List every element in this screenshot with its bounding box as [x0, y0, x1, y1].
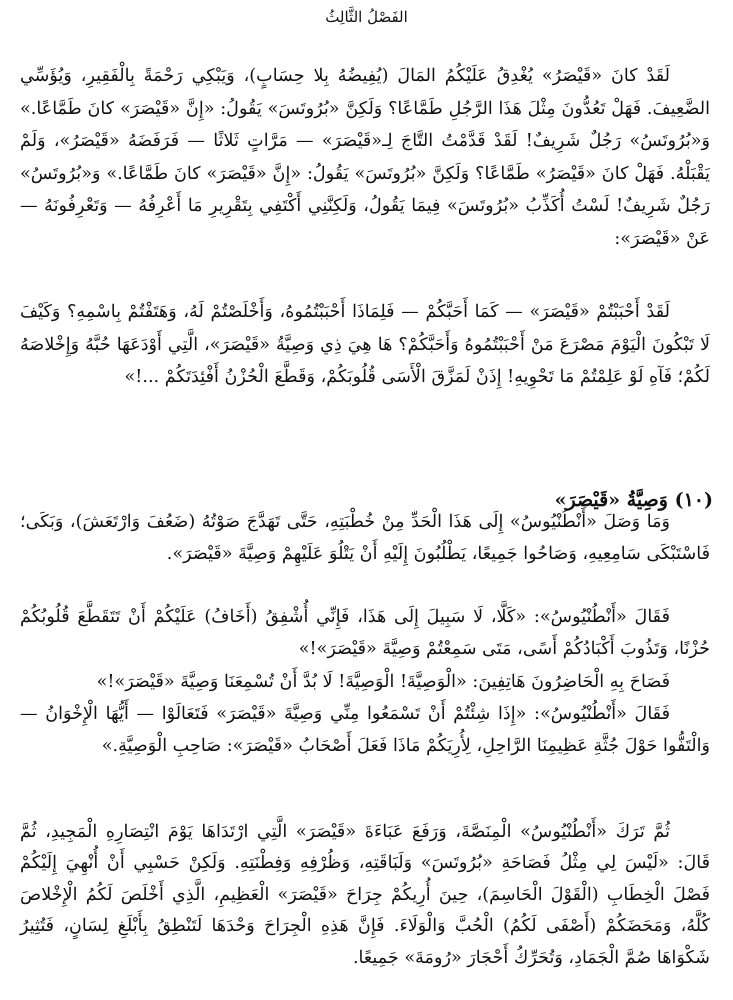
- paragraph: فَصَاحَ بِهِ الْحَاضِرُونَ هَاتِفِينَ: «الْوَصِيَّةَ! الْوَصِيَّةَ! لَا بُدَّ أَنْ تُسْمِعَنَا وَصِيَّةَ «قَيْصَرَ»!»: [96, 671, 670, 692]
- paragraph: لَقَدْ كانَ «قَيْصَرُ» يُغْدِقُ عَلَيْكُمُ المَالَ (يُفِيضُهُ بِلا حِسَابٍ)، وَيَبْكِي رَحْمَةً بِالْفَقِيرِ، وَيُؤَسِّي الضَّعِيفَ. فَهَلْ تَعُدُّونَ مِثْلَ هَذَا الرَّجُلِ طَمَّاعًا؟ وَلَكِنَّ «بُرُوتَسَ» يَقُولُ: «إِنَّ «قَيْصَرَ» كانَ طَمَّاعًا.» وَ«بُرُوتَسُ» رَجُلٌ شَرِيفٌ! لَقَدْ قَدَّمْتُ التَّاجَ لِـ«قَيْصَرَ» — مَرَّاتٍ ثَلاثًا — فَرَفَضَهُ «قَيْصَرُ»، وَلَمْ يَقْبَلْهُ. فَهَلْ كانَ «قَيْصَرُ» طَمَّاعًا؟ وَلَكِنَّ «بُرُوتَسَ» يَقُولُ: «إِنَّ «قَيْصَرَ» كانَ طَمَّاعًا.» وَ«بُرُوتَسُ» رَجُلٌ شَرِيفٌ! لَسْتُ أُكَذِّبُ «بُرُوتَسَ» فِيمَا يَقُولُ، وَلَكِنَّنِي أَكْتَفِي بِتَقْرِيرِ مَا أَعْرِفُهُ — وَتَعْرِفُونَهُ — عَنْ «قَيْصَرَ»:: [20, 66, 710, 249]
- chapter-title: الفَصْلُ الثَّالِثُ: [325, 8, 408, 26]
- paragraph: ثُمَّ تَرَكَ «أَنْطُنْيُوسُ» الْمِنَصَّةَ، وَرَفَعَ عَبَاءَةَ «قَيْصَرَ» الَّتِي ارْتَدَاهَا يَوْمَ انْتِصَارِهِ الْمَجِيدِ، ثُمَّ قَالَ: «لَيْسَ لِي مِثْلُ فَصَاحَةِ «بُرُوتَسَ» وَلَبَاقَتِهِ، وَظُرْفِهِ وَفِطْنَتِهِ. وَلَكِنْ حَسْبِي أَنْ أُنْهِيَ إِلَيْكُمْ فَصْلَ الْخِطَابِ (الْقَوْلَ الْحَاسِمَ)، حِينَ أُرِيكُمْ جِرَاحَ «قَيْصَرَ» الْعَظِيمِ، الَّذِي أَخْلَصَ لَكُمُ الْإِخْلاصَ كُلَّهُ، وَمَحَضَكُمْ (أَصْفَى لَكُمُ) الْحُبَّ وَالْوَلَاءَ. فَإِنَّ هَذِهِ الْجِرَاحَ وَحْدَهَا لَتَنْطِقُ بِأَبْلَغِ لِسَانٍ، فَتُثِيرُ شَكْوَاهَا صُمَّ الْجَمَادِ، وَتُحَرِّكُ أَحْجَارَ «رُومَةَ» جَمِيعًا.: [20, 822, 710, 968]
- paragraph: لَقَدْ أَحْبَبْتُمْ «قَيْصَرَ» — كَمَا أَحَبَّكُمْ — فَلِمَاذَا أَحْبَبْتُمُوهُ، وَأَخْلَصْتُمْ لَهُ، وَهَتَفْتُمْ بِاسْمِهِ؟ وَكَيْفَ لَا تَبْكُونَ الْيَوْمَ مَصْرَعَ مَنْ أَحْبَبْتُمُوهُ وَأَحَبَّكُمْ؟ هَا هِيَ ذِي وَصِيَّةُ «قَيْصَرَ»، الَّتِي أَوْدَعَهَا حُبَّهُ وَإِخْلاصَهُ لَكُمْ؛ فَآهِ لَوْ عَلِمْتُمْ مَا تَحْوِيهِ! إِذَنْ لَمَزَّقَ الْأَسَى قُلُوبَكُمْ، وَقَطَّعَ الْحُزْنُ أَفْئِدَتَكُمْ ...!»: [20, 302, 710, 388]
- paragraph: وَمَا وَصَلَ «أَنْطُنْيُوسُ» إِلَى هَذَا الْحَدِّ مِنْ خُطْبَتِهِ، حَتَّى تَهَدَّجَ صَوْتُهُ (ضَعُفَ وَارْتَعَشَ)، وَبَكَى؛ فَاسْتَبْكَى سَامِعِيهِ، وَصَاحُوا جَمِيعًا، يَطْلُبُونَ إِلَيْهِ أَنْ يَتْلُوَ عَلَيْهِمْ وَصِيَّةَ «قَيْصَرَ».: [20, 512, 710, 565]
- paragraph: فَقَالَ «أَنْطُنْيُوسُ»: «إِذَا شِئْتُمْ أَنْ تَسْمَعُوا مِنِّي وَصِيَّةَ «قَيْصَرَ» فَتَعَالَوْا — أَيُّهَا الْإِخْوَانُ — وَالْتَفُّوا حَوْلَ جُثَّةِ عَظِيمِنَا الرَّاحِلِ، لِأُرِيَكُمْ مَاذَا فَعَلَ أَصْحَابُ «قَيْصَرَ»: صَاحِبِ الْوَصِيَّةِ.»: [20, 703, 710, 757]
- text-block: [20, 60, 710, 256]
- section-heading: (١٠) وَصِيَّةُ «قَيْصَرَ»: [554, 489, 713, 511]
- paragraph: فَقَالَ «أَنْطُنْيُوسُ»: «كَلَّا، لَا سَبِيلَ إِلَى هَذَا، فَإِنِّي أُشْفِقُ (أَخَافُ) عَلَيْكُمْ أَنْ تَتَقَطَّعَ قُلُوبُكُمْ حُزْنًا، وَتَذُوبَ أَكْبَادُكُمْ أَسًى، مَتَى سَمِعْتُمْ وَصِيَّةَ «قَيْصَرَ»!»: [20, 607, 710, 660]
- text-block: [20, 601, 710, 762]
- text-block: [20, 817, 710, 974]
- text-block: [20, 296, 710, 394]
- text-block: [20, 506, 710, 571]
